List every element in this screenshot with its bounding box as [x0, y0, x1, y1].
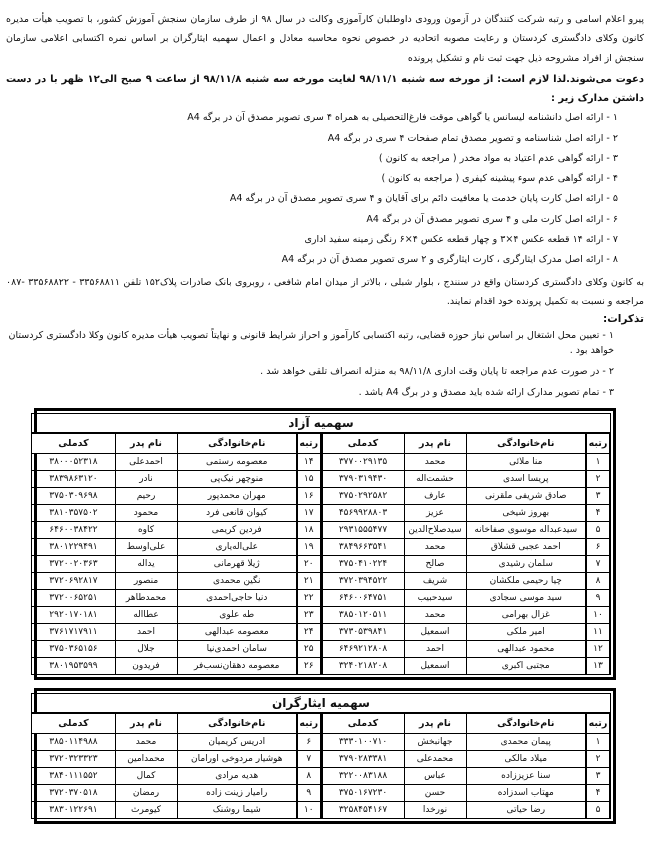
table-row [32, 607, 610, 624]
father-name-cell: عزیز [404, 505, 466, 522]
document-item: ۵ - ارائه اصل کارت پایان خدمت یا معافیت دائم برای آقایان و ۴ سری تصویر مصدق آن در برگه A4 [229, 193, 618, 205]
surname-cell: کیوان قانعی فرد [177, 505, 297, 522]
rank-cell: ۱۰ [297, 802, 321, 819]
father-name-cell: محمدامین [115, 751, 177, 768]
national-id-cell: ۳۸۴۹۶۶۳۵۴۱ [321, 539, 404, 556]
surname-cell: معصومه دهقان‌نسب‌فر [177, 658, 297, 675]
surname-cell: هدیه مرادی [177, 768, 297, 785]
surname-cell: پریسا اسدی [466, 471, 586, 488]
national-id-cell: ۳۷۲۰۳۲۳۳۲۳ [32, 751, 115, 768]
table-row [32, 641, 610, 658]
father-name-cell: سیدحبیب [404, 590, 466, 607]
father-name-cell: یداله [115, 556, 177, 573]
national-id-cell: ۳۸۰۱۹۵۳۵۹۹ [32, 658, 115, 675]
intro-deadline-line: دعوت می‌شوند.لذا لازم است: از مورخه سه شنبه ۹۸/۱۱/۱ لغایت مورخه سه شنبه ۹۸/۱۱/۸ از ساعت ۹ صبح الی۱۲ ظهر با در دست داشتن مدارک زیر : [6, 74, 645, 105]
table-row [32, 734, 610, 751]
surname-cell: سید موسی سجادی [466, 590, 586, 607]
table-row [32, 454, 610, 471]
national-id-cell: ۳۳۳۰۱۰۰۷۱۰ [321, 734, 404, 751]
father-name-cell: عطااله [115, 607, 177, 624]
national-id-cell: ۳۸۵۰۱۲۰۵۱۱ [321, 607, 404, 624]
table-title: سهمیه آزاد [32, 414, 610, 434]
quota-table-free [34, 408, 616, 680]
header-cell: کدملی [321, 433, 404, 454]
father-name-cell: سیدصلاح‌الدین [404, 522, 466, 539]
father-name-cell: جلال [115, 641, 177, 658]
father-name-cell: کاوه [115, 522, 177, 539]
father-name-cell: احمد [115, 624, 177, 641]
father-name-cell: اسمعیل [404, 624, 466, 641]
notes-title: تذکرات: [603, 313, 644, 326]
father-name-cell: کمال [115, 768, 177, 785]
rank-cell: ۲۱ [297, 573, 321, 590]
rank-cell: ۱۲ [586, 641, 610, 658]
rank-cell: ۸ [297, 768, 321, 785]
header-cell: نام پدر [404, 713, 466, 734]
rank-cell: ۳ [586, 488, 610, 505]
father-name-cell: رمضان [115, 785, 177, 802]
header-cell: نام‌خانوادگی [466, 713, 586, 734]
rank-cell: ۱۴ [297, 454, 321, 471]
rank-cell: ۶ [297, 734, 321, 751]
document-item: ۱ - ارائه اصل دانشنامه لیسانس یا گواهی موقت فارغ‌التحصیلی به همراه ۴ سری تصویر مصدق آن در برگه A4 [187, 112, 618, 124]
surname-cell: رضا حیاتی [466, 802, 586, 819]
surname-cell: سلمان رشیدی [466, 556, 586, 573]
surname-cell: طه علوی [177, 607, 297, 624]
surname-cell: سنا عزیززاده [466, 768, 586, 785]
table-header-row [32, 433, 610, 454]
document-item: ۳ - ارائه گواهی عدم اعتیاد به مواد مخدر ( مراجعه به کانون ) [378, 152, 618, 164]
header-cell: کدملی [32, 433, 115, 454]
father-name-cell: نادر [115, 471, 177, 488]
father-name-cell: عباس [404, 768, 466, 785]
rank-cell: ۱۵ [297, 471, 321, 488]
surname-cell: بهروز شیخی [466, 505, 586, 522]
surname-cell: صادق شریفی ملقرنی [466, 488, 586, 505]
national-id-cell: ۳۲۴۰۲۱۸۲۰۸ [321, 658, 404, 675]
rank-cell: ۲۲ [297, 590, 321, 607]
national-id-cell: ۳۷۵۰۳۰۹۶۹۸ [32, 488, 115, 505]
national-id-cell: ۶۴۶۹۲۱۲۸۰۸ [321, 641, 404, 658]
quota-tables [6, 408, 644, 824]
rank-cell: ۳ [586, 768, 610, 785]
surname-cell: ادریس کریمیان [177, 734, 297, 751]
table-row [32, 590, 610, 607]
surname-cell: رامیار زینت زاده [177, 785, 297, 802]
table-header-row [32, 713, 610, 734]
header-cell: نام‌خانوادگی [177, 433, 297, 454]
national-id-cell: ۳۸۵۰۱۱۴۹۸۸ [32, 734, 115, 751]
header-cell: رتبه [297, 713, 321, 734]
national-id-cell: ۳۷۲۰۳۷۰۵۱۸ [32, 785, 115, 802]
document-item: ۷ - ارائه ۱۴ قطعه عکس ۴×۳ و چهار قطعه عکس ۴×۶ رنگی زمینه سفید اداری [304, 233, 618, 245]
father-name-cell: محمدعلی [404, 751, 466, 768]
surname-cell: سیدعبداله موسوی صفاخانه [466, 522, 586, 539]
table-row [32, 522, 610, 539]
father-name-cell: صالح [404, 556, 466, 573]
note-item: ۱ - تعیین محل اشتغال بر اساس نیاز حوزه قضایی، رتبه اکتسابی کارآموز و احراز شرایط قانونی و نهایتاً تصویب هیأت مدیره کانون وکلا دادگستری کردستان خواهد بود . [8, 330, 614, 356]
table-row [32, 751, 610, 768]
header-cell: رتبه [586, 433, 610, 454]
father-name-cell: نورخدا [404, 802, 466, 819]
national-id-cell: ۳۸۰۱۲۲۹۴۹۱ [32, 539, 115, 556]
national-id-cell: ۳۷۵۰۴۱۰۲۲۴ [321, 556, 404, 573]
rank-cell: ۹ [586, 590, 610, 607]
note-item: ۲ - در صورت عدم مراجعه تا پایان وقت اداری ۹۸/۱۱/۸ به منزله انصراف تلقی خواهد شد . [260, 365, 614, 377]
surname-cell: معصومه رستمی [177, 454, 297, 471]
national-id-cell: ۳۷۲۰۰۶۵۲۵۱ [32, 590, 115, 607]
header-cell: نام پدر [115, 433, 177, 454]
father-name-cell: اسمعیل [404, 658, 466, 675]
national-id-cell: ۳۷۹۰۲۸۳۳۸۱ [321, 751, 404, 768]
national-id-cell: ۳۸۱۰۳۵۷۵۰۲ [32, 505, 115, 522]
surname-cell: منا ملائی [466, 454, 586, 471]
father-name-cell: منصور [115, 573, 177, 590]
national-id-cell: ۳۲۵۸۴۵۴۱۶۷ [321, 802, 404, 819]
father-name-cell: جهانبخش [404, 734, 466, 751]
table-row [32, 802, 610, 819]
rank-cell: ۴ [586, 785, 610, 802]
national-id-cell: ۳۷۲۰۰۲۰۳۶۳ [32, 556, 115, 573]
rank-cell: ۱۷ [297, 505, 321, 522]
national-id-cell: ۳۷۵۰۳۶۵۱۵۶ [32, 641, 115, 658]
table-row [32, 488, 610, 505]
rank-cell: ۱ [586, 734, 610, 751]
father-name-cell: علی‌اوسط [115, 539, 177, 556]
surname-cell: شیما روشنک [177, 802, 297, 819]
rank-cell: ۱۸ [297, 522, 321, 539]
table-title: سهمیه ایثارگران [32, 694, 610, 714]
rank-cell: ۹ [297, 785, 321, 802]
header-cell: رتبه [586, 713, 610, 734]
surname-cell: چیا رحیمی ملکشان [466, 573, 586, 590]
address-paragraph: به کانون وکلای دادگستری کردستان واقع در سنندج ، بلوار شبلی ، بالاتر از میدان امام شافعی ، روبروی بانک صادرات پلاک۱۵۲ تلفن ۳۳۵۶۸۸۱۱ - ۳۳۵۶۸۸۲۲ -۰۸۷ مراجعه و نسبت به تکمیل پرونده خود اقدام نمایند. [6, 277, 644, 308]
surname-cell: دنیا حاجی‌احمدی [177, 590, 297, 607]
header-cell: نام‌خانوادگی [466, 433, 586, 454]
surname-cell: منوچهر نیک‌پی [177, 471, 297, 488]
surname-cell: نگین محمدی [177, 573, 297, 590]
national-id-cell: ۳۷۲۰۶۹۲۸۱۷ [32, 573, 115, 590]
national-id-cell: ۶۴۶۰۰۶۴۷۵۱ [321, 590, 404, 607]
rank-cell: ۷ [297, 751, 321, 768]
surname-cell: محمود عبدالهی [466, 641, 586, 658]
surname-cell: پیمان محمدی [466, 734, 586, 751]
rank-cell: ۲۶ [297, 658, 321, 675]
rank-cell: ۲۳ [297, 607, 321, 624]
document-item: ۴ - ارائه گواهی عدم سوء پیشینه کیفری ( مراجعه به کانون ) [381, 173, 618, 185]
rank-cell: ۲۰ [297, 556, 321, 573]
father-name-cell: احمدعلی [115, 454, 177, 471]
rank-cell: ۲ [586, 751, 610, 768]
father-name-cell: محمدطاهر [115, 590, 177, 607]
national-id-cell: ۲۹۲۰۱۷۰۱۸۱ [32, 607, 115, 624]
father-name-cell: محمود [115, 505, 177, 522]
father-name-cell: محمد [404, 607, 466, 624]
rank-cell: ۲۵ [297, 641, 321, 658]
father-name-cell: محمد [115, 734, 177, 751]
surname-cell: معصومه عبدالهی [177, 624, 297, 641]
surname-cell: میلاد مالکی [466, 751, 586, 768]
national-id-cell: ۳۷۵۰۱۶۷۲۳۰ [321, 785, 404, 802]
father-name-cell: محمد [404, 539, 466, 556]
rank-cell: ۴ [586, 505, 610, 522]
rank-cell: ۶ [586, 539, 610, 556]
father-name-cell: محمد [404, 454, 466, 471]
surname-cell: سامان احمدی‌نیا [177, 641, 297, 658]
national-id-cell: ۳۷۹۰۳۱۹۴۳۰ [321, 471, 404, 488]
father-name-cell: احمد [404, 641, 466, 658]
table-row [32, 556, 610, 573]
surname-cell: مهتاب اسدزاده [466, 785, 586, 802]
surname-cell: مجتبی اکبری [466, 658, 586, 675]
national-id-cell: ۳۷۶۱۷۱۷۹۱۱ [32, 624, 115, 641]
header-cell: رتبه [297, 433, 321, 454]
header-cell: نام پدر [115, 713, 177, 734]
rank-cell: ۱ [586, 454, 610, 471]
father-name-cell: فریدون [115, 658, 177, 675]
surname-cell: مهران محمدپور [177, 488, 297, 505]
header-cell: نام پدر [404, 433, 466, 454]
national-id-cell: ۳۲۲۰۰۸۳۱۸۸ [321, 768, 404, 785]
rank-cell: ۵ [586, 802, 610, 819]
national-id-cell: ۳۸۳۰۱۲۲۶۹۱ [32, 802, 115, 819]
national-id-cell: ۳۸۳۹۸۶۳۱۲۰ [32, 471, 115, 488]
rank-cell: ۵ [586, 522, 610, 539]
documents-list [6, 111, 644, 267]
father-name-cell: حسن [404, 785, 466, 802]
national-id-cell: ۳۷۳۰۵۳۹۸۴۱ [321, 624, 404, 641]
national-id-cell: ۲۹۳۱۵۵۵۴۷۷ [321, 522, 404, 539]
rank-cell: ۲ [586, 471, 610, 488]
rank-cell: ۸ [586, 573, 610, 590]
surname-cell: هوشیار مردوخی اورامان [177, 751, 297, 768]
surname-cell: غزال بهرامی [466, 607, 586, 624]
document-item: ۸ - ارائه اصل مدرک ایثارگری ، کارت ایثارگری و ۲ سری تصویر مصدق آن در برگه A4 [281, 254, 618, 266]
quota-table-veterans [34, 688, 616, 824]
rank-cell: ۱۶ [297, 488, 321, 505]
surname-cell: علی‌اله‌یاری [177, 539, 297, 556]
document-item: ۶ - ارائه اصل کارت ملی و ۴ سری تصویر مصدق آن در برگه A4 [366, 213, 618, 225]
national-id-cell: ۳۸۴۰۱۱۱۵۵۲ [32, 768, 115, 785]
note-item: ۳ - تمام تصویر مدارک ارائه شده باید مصدق و در برگ A4 باشد . [358, 387, 614, 399]
rank-cell: ۱۳ [586, 658, 610, 675]
national-id-cell: ۳۷۲۰۳۹۴۵۲۲ [321, 573, 404, 590]
intro-paragraph: پیرو اعلام اسامی و رتبه شرکت کنندگان در آزمون ورودی داوطلبان کارآموزی وکالت در سال ۹۸ از طرف سازمان سنجش آموزش کشور، با تصویب هیأت مدیره کانون وکلای دادگستری کردستان و رعایت مصوبه اتحادیه در خصوص نحوه محاسبه معادل و اعمال سهمیه ایثارگران بر اساس نمره اکتسابی اعلامی سازمان سنجش از افراد مشروحه ذیل جهت ثبت نام و تشکیل پرونده [6, 14, 644, 64]
rank-cell: ۱۰ [586, 607, 610, 624]
father-name-cell: عارف [404, 488, 466, 505]
table-row [32, 573, 610, 590]
table-row [32, 624, 610, 641]
national-id-cell: ۳۸۰۰۰۵۲۳۱۸ [32, 454, 115, 471]
surname-cell: احمد عجبی قشلاق [466, 539, 586, 556]
surname-cell: ژیلا قهرمانی [177, 556, 297, 573]
rank-cell: ۷ [586, 556, 610, 573]
national-id-cell: ۶۴۶۰۰۳۸۴۲۲ [32, 522, 115, 539]
rank-cell: ۱۱ [586, 624, 610, 641]
surname-cell: فردین کریمی [177, 522, 297, 539]
father-name-cell: کیومرث [115, 802, 177, 819]
table-row [32, 539, 610, 556]
rank-cell: ۲۴ [297, 624, 321, 641]
national-id-cell: ۴۵۶۹۹۲۸۸۰۳ [321, 505, 404, 522]
table-row [32, 505, 610, 522]
table-row [32, 471, 610, 488]
document-item: ۲ - ارائه اصل شناسنامه و تصویر مصدق تمام صفحات ۴ سری در برگه A4 [327, 132, 618, 144]
national-id-cell: ۳۷۷۰۰۲۹۱۳۵ [321, 454, 404, 471]
father-name-cell: شریف [404, 573, 466, 590]
notes-list [6, 329, 644, 400]
father-name-cell: رحیم [115, 488, 177, 505]
rank-cell: ۱۹ [297, 539, 321, 556]
surname-cell: امیر ملکی [466, 624, 586, 641]
national-id-cell: ۳۷۵۰۲۹۲۵۸۲ [321, 488, 404, 505]
header-cell: کدملی [32, 713, 115, 734]
father-name-cell: حشمت‌اله [404, 471, 466, 488]
header-cell: نام‌خانوادگی [177, 713, 297, 734]
table-row [32, 768, 610, 785]
header-cell: کدملی [321, 713, 404, 734]
table-row [32, 658, 610, 675]
table-row [32, 785, 610, 802]
